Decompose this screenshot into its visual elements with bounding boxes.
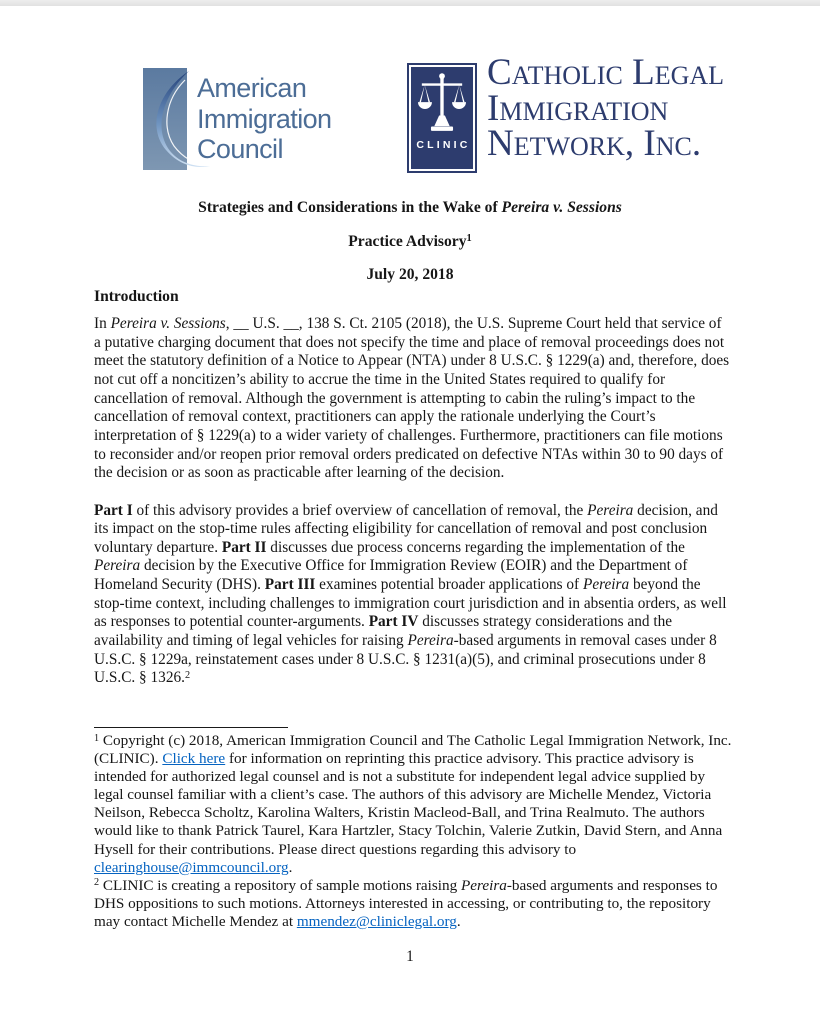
text-run: Pereira v. Sessions bbox=[110, 315, 226, 332]
aic-word-american: American bbox=[197, 73, 307, 103]
top-edge-strip bbox=[0, 0, 820, 6]
text-run: decision by the Executive Office for Immigration Review (EOIR) and the Department of Homeland Security (DHS). bbox=[94, 557, 688, 594]
page-number: 1 bbox=[406, 948, 414, 965]
clearinghouse-email-link[interactable]: clearinghouse@immcouncil.org bbox=[94, 858, 289, 876]
text-run: for information on reprinting this practice advisory. This practice advisory is intended for authorized legal counsel and is not a substitute for independent legal advice supplied by legal counsel familiar with a client’s case. The authors of this advisory are Michelle Mendez, Victoria Neilson, Rebecca Scholtz, Karolina Walters, Kristin Macleod-Ball, and Trina Realmuto. The authors would like to thank Patrick Taurel, Kara Hartzler, Stacy Tolchin, Valerie Zutkin, David Stern, and Anna Hysell for their contributions. Please direct questions regarding this advisory to bbox=[94, 750, 723, 858]
text-run: Part IV bbox=[368, 613, 419, 631]
text-run: CLINIC is creating a repository of sample motions raising bbox=[99, 876, 461, 894]
clinic-wordmark bbox=[487, 52, 725, 164]
scales-of-justice-icon bbox=[418, 72, 466, 136]
text-run: Pereira bbox=[461, 876, 507, 894]
text-run: . bbox=[288, 858, 293, 876]
introduction-heading: Introduction bbox=[94, 288, 179, 305]
document-subtitle bbox=[0, 233, 820, 251]
text-run: Pereira bbox=[582, 576, 630, 594]
text-run: Practice Advisory bbox=[348, 232, 467, 250]
text-run: , __ U.S. __, 138 S. Ct. 2105 (2018), the U.S. Supreme Court held that service of a putative charging document that does not specify the time and place of removal proceedings does not meet the statutory definition of a Notice to Appear (NTA) under 8 U.S.C. § 1229(a) and, therefore, does not cut off a noncitizen’s ability to accrue the time in the United States required to qualify for cancellation of removal. Although the government is attempting to cabin the ruling’s impact to the cancellation of removal context, practitioners can apply the rationale underlying the Court’s interpretation of § 1229(a) to a wider variety of challenges. Furthermore, practitioners can file motions to reconsider and/or reopen prior removal orders predicated on defective NTAs within 30 to 90 days of the decision or as soon as practicable after learning of the decision. bbox=[94, 315, 730, 482]
clinic-logo-box-inner bbox=[411, 67, 473, 169]
text-run: 1 bbox=[466, 233, 472, 245]
title-block bbox=[0, 199, 820, 300]
document-title bbox=[0, 199, 820, 217]
text-run: Part II bbox=[221, 538, 267, 556]
text-run: Pereira bbox=[587, 501, 634, 519]
text-run: Part III bbox=[264, 576, 316, 594]
paragraph-1 bbox=[94, 315, 730, 483]
footnote-2 bbox=[94, 877, 734, 931]
paragraph-2 bbox=[94, 502, 730, 689]
text-run: 2 bbox=[184, 670, 191, 681]
text-run: examines potential broader applications of bbox=[315, 576, 583, 594]
click-here-link[interactable]: Click here bbox=[162, 750, 226, 768]
text-run: Pereira bbox=[94, 557, 141, 575]
aic-logo-wordmark bbox=[197, 73, 331, 165]
text-run: 1 bbox=[94, 732, 100, 744]
text-run: Part I bbox=[94, 501, 133, 519]
text-run: discusses strategy considerations and the availability and timing of legal vehicles for raising bbox=[94, 613, 673, 650]
footnote-separator bbox=[94, 727, 288, 728]
text-run: decision, and its impact on the stop-time rules affecting eligibility for cancellation of removal and post conclusion voluntary departure. bbox=[94, 501, 718, 556]
text-run: Copyright (c) 2018, American Immigration Council and The Catholic Legal Immigration Network, Inc. (CLINIC). bbox=[94, 732, 732, 768]
text-run: Pereira v. Sessions bbox=[501, 199, 622, 216]
text-run: -based arguments and responses to DHS oppositions to such motions. Attorneys interested in accessing, or contributing to, the repository may contact Michelle Mendez at bbox=[94, 876, 718, 930]
clinic-name-line-3: Network, Inc. bbox=[487, 123, 702, 164]
body-content bbox=[94, 315, 730, 707]
text-run: discusses due process concerns regarding the implementation of the bbox=[266, 538, 685, 556]
text-run: Pereira bbox=[407, 632, 454, 650]
text-run: In bbox=[94, 315, 111, 332]
aic-word-immigration: Immigration bbox=[197, 103, 332, 134]
clinic-logo bbox=[407, 52, 727, 175]
mmendez-email-link[interactable]: mmendez@cliniclegal.org bbox=[296, 912, 457, 930]
text-run: of this advisory provides a brief overview of cancellation of removal, the bbox=[132, 501, 588, 519]
text-run: beyond the stop-time context, including challenges to immigration court jurisdiction and in absentia orders, as well as responses to potential counter-arguments. bbox=[94, 576, 727, 631]
text-run: -based arguments in removal cases under 8 U.S.C. § 1229a, reinstatement cases under 8 U.S.C. § 1231(a)(5), and criminal prosecutions under 8 U.S.C. § 1326. bbox=[94, 632, 717, 687]
clinic-logo-box bbox=[407, 63, 477, 173]
footnote-1 bbox=[94, 732, 734, 877]
text-run: Strategies and Considerations in the Wake of bbox=[198, 199, 502, 216]
clinic-name-line-2: Immigration bbox=[487, 87, 669, 129]
clinic-box-label: CLINIC bbox=[416, 139, 471, 151]
footnotes-section bbox=[94, 732, 734, 931]
text-run: 2 bbox=[94, 877, 100, 889]
text-run: . bbox=[456, 912, 461, 930]
aic-word-council: Council bbox=[197, 134, 283, 164]
document-date: July 20, 2018 bbox=[366, 266, 454, 283]
american-immigration-council-logo bbox=[143, 66, 368, 174]
clinic-name-line-1: Catholic Legal bbox=[487, 52, 725, 93]
